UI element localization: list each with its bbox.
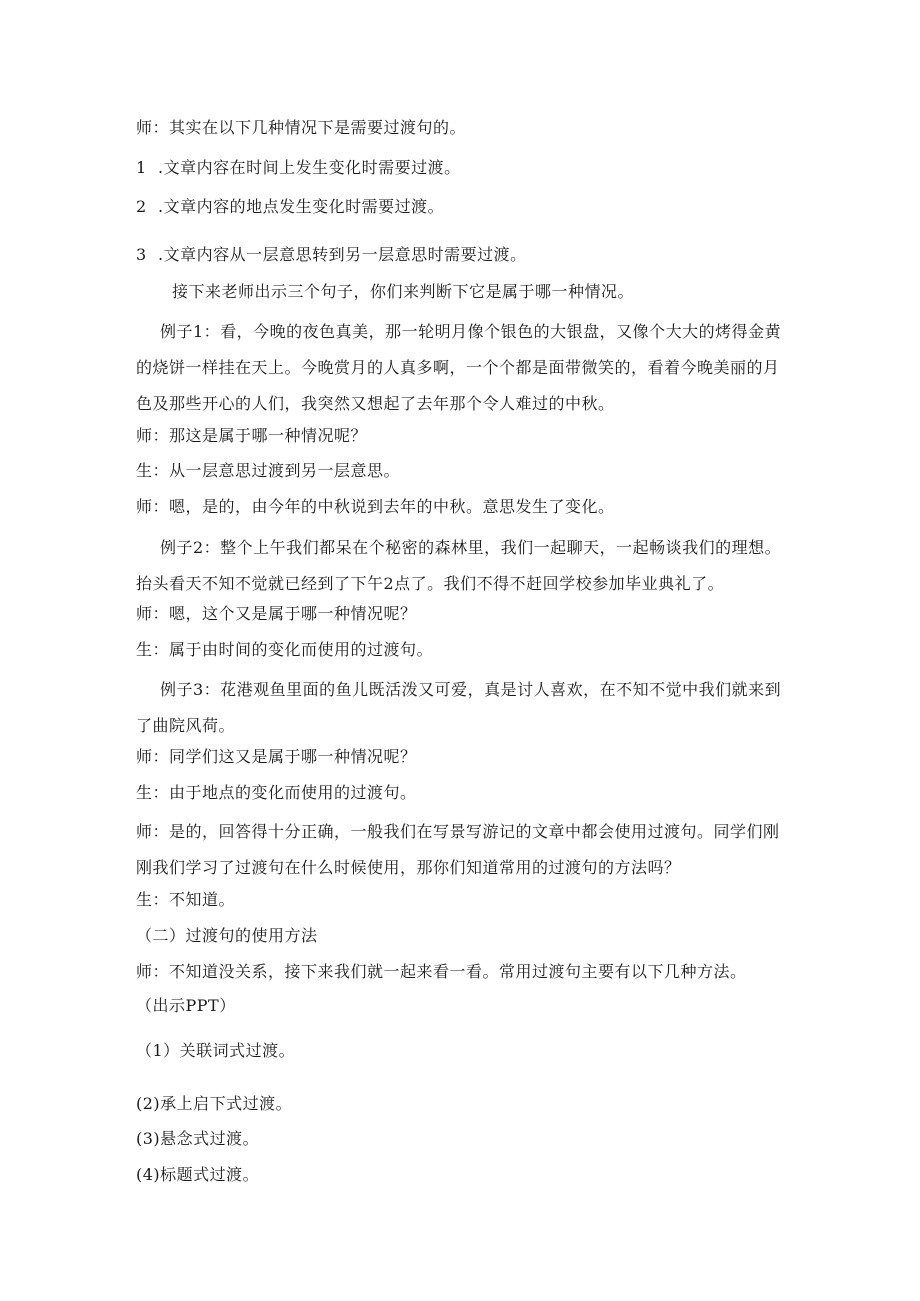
example-text: 例子2：整个上午我们都呆在个秘密的森林里，我们一起聊天，一起畅谈我们的理想。抬头看天不知不觉就已经到了下午2点了。我们不得不赶回学校参加毕业典礼了。 xyxy=(136,538,782,593)
list-item: (4)标题式过渡。 xyxy=(136,1165,260,1184)
list-text: .文章内容在时间上发生变化时需要过渡。 xyxy=(158,158,461,177)
list-number: 3 xyxy=(136,245,147,264)
section-heading: （二）过渡句的使用方法 xyxy=(136,926,318,945)
list-number: 1 xyxy=(136,158,147,177)
list-number: 2 xyxy=(136,197,147,216)
text-line: 师：那这是属于哪一种情况呢？ xyxy=(136,426,368,445)
example-text: 例子3：花港观鱼里面的鱼儿既活泼又可爱，真是讨人喜欢，在不知不觉中我们就来到了曲院风荷。 xyxy=(136,680,782,735)
text-line: 生：从一层意思过渡到另一层意思。 xyxy=(136,461,401,480)
text-line: 生：不知道。 xyxy=(136,890,236,909)
example-paragraph-1 xyxy=(136,314,786,422)
text-line: 师：嗯，是的，由今年的中秋说到去年的中秋。意思发生了变化。 xyxy=(136,497,615,516)
text-line: 师：嗯，这个又是属于哪一种情况呢？ xyxy=(136,604,417,623)
text-line: 接下来老师出示三个句子，你们来判断下它是属于哪一种情况。 xyxy=(172,282,635,301)
example-paragraph-2 xyxy=(136,530,786,602)
text-line: 师：同学们这又是属于哪一种情况呢？ xyxy=(136,747,417,766)
example-text: 例子1：看，今晚的夜色真美，那一轮明月像个银色的大银盘，又像个大大的烤得金黄的烧饼一样挂在天上。今晚赏月的人真多啊，一个个都是面带微笑的，看着今晚美丽的月色及那些开心的人们，我突然又想起了去年那个令人难过的中秋。 xyxy=(136,322,782,413)
paragraph-text: 师：是的，回答得十分正确，一般我们在写景写游记的文章中都会使用过渡句。同学们刚刚我们学习了过渡句在什么时候使用，那你们知道常用的过渡句的方法吗？ xyxy=(136,822,780,877)
text-line: 师：不知道没关系，接下来我们就一起来看一看。常用过渡句主要有以下几种方法。 xyxy=(136,962,747,981)
list-item: （1）关联词式过渡。 xyxy=(136,1041,296,1060)
list-item xyxy=(136,197,786,217)
list-item xyxy=(136,158,786,178)
example-paragraph-3 xyxy=(136,672,786,744)
text-paragraph xyxy=(136,814,786,886)
text-line: （出示PPT） xyxy=(136,996,236,1015)
list-text: .文章内容从一层意思转到另一层意思时需要过渡。 xyxy=(158,245,527,264)
text-line: 生：属于由时间的变化而使用的过渡句。 xyxy=(136,640,434,659)
text-line: 师：其实在以下几种情况下是需要过渡句的。 xyxy=(136,118,467,137)
list-item: (2)承上启下式过渡。 xyxy=(136,1094,293,1113)
list-text: .文章内容的地点发生变化时需要过渡。 xyxy=(158,197,445,216)
list-item xyxy=(136,245,786,265)
text-line: 生：由于地点的变化而使用的过渡句。 xyxy=(136,783,417,802)
list-item: (3)悬念式过渡。 xyxy=(136,1129,260,1148)
